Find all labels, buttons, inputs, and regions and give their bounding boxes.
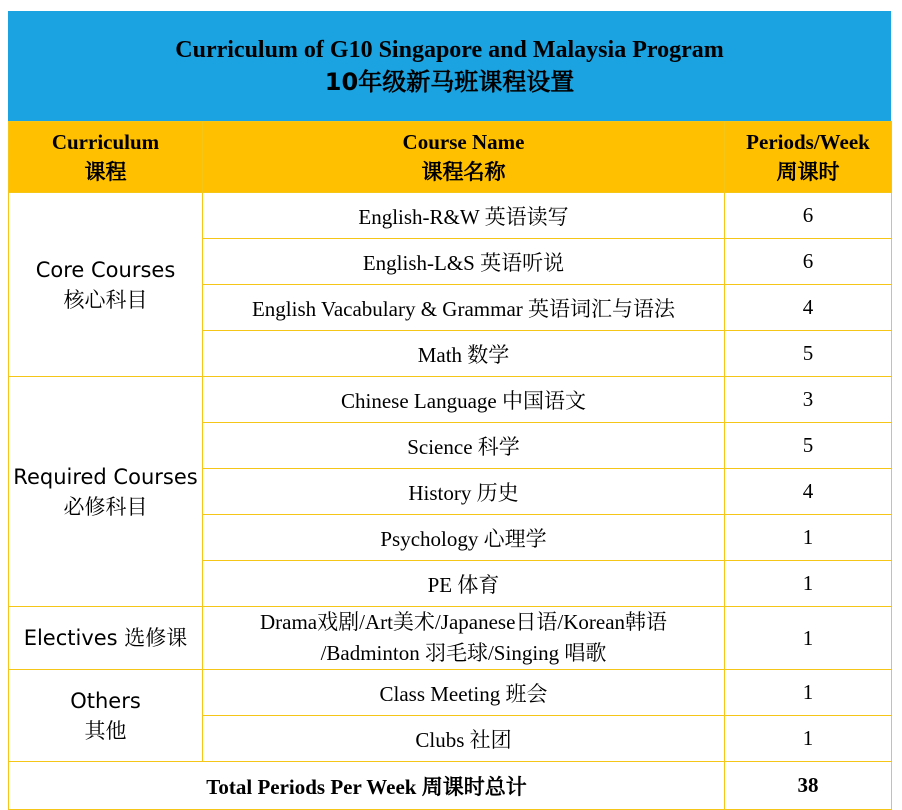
category-required [9, 377, 203, 607]
course-name: Class Meeting 班会 [203, 670, 725, 716]
course-name: Chinese Language 中国语文 [203, 377, 725, 423]
table-row [9, 377, 892, 423]
total-label: Total Periods Per Week 周课时总计 [9, 762, 725, 810]
course-name [203, 607, 725, 670]
curriculum-document [8, 11, 891, 810]
category-label-zh: 核心科目 [63, 287, 148, 312]
periods-value: 5 [725, 331, 892, 377]
category-label-en: Core Courses [35, 257, 176, 282]
course-name: English Vacabulary & Grammar 英语词汇与语法 [203, 285, 725, 331]
course-name: English-R&W 英语读写 [203, 193, 725, 239]
course-name-line2: /Badminton 羽毛球/Singing 唱歌 [320, 641, 607, 665]
curriculum-table [8, 121, 892, 810]
periods-value: 1 [725, 670, 892, 716]
category-others [9, 670, 203, 762]
category-core [9, 193, 203, 377]
header-course-en: Course Name [402, 130, 525, 154]
category-label-zh: 必修科目 [63, 494, 148, 519]
category-label-zh: 其他 [84, 718, 127, 743]
course-name: Science 科学 [203, 423, 725, 469]
header-curriculum-zh: 课程 [84, 160, 127, 184]
header-curriculum-en: Curriculum [51, 130, 160, 154]
course-name: Clubs 社团 [203, 716, 725, 762]
total-value: 38 [725, 762, 892, 810]
periods-value: 6 [725, 239, 892, 285]
header-course-zh: 课程名称 [421, 160, 506, 184]
periods-value: 3 [725, 377, 892, 423]
category-label-en: Others [70, 688, 141, 713]
header-periods [725, 122, 892, 193]
category-label-en: Required Courses [13, 464, 198, 489]
header-curriculum [9, 122, 203, 193]
total-row [9, 762, 892, 810]
periods-value: 4 [725, 285, 892, 331]
course-name: Psychology 心理学 [203, 515, 725, 561]
title-chinese: 10年级新马班课程设置 [324, 68, 575, 96]
periods-value: 5 [725, 423, 892, 469]
periods-value: 6 [725, 193, 892, 239]
course-name: Math 数学 [203, 331, 725, 377]
periods-value: 4 [725, 469, 892, 515]
header-row [9, 122, 892, 193]
table-row [9, 607, 892, 670]
course-name: PE 体育 [203, 561, 725, 607]
table-row [9, 670, 892, 716]
header-periods-zh: 周课时 [776, 160, 840, 184]
course-name: History 历史 [203, 469, 725, 515]
title-band [8, 11, 891, 121]
header-course-name [203, 122, 725, 193]
periods-value: 1 [725, 561, 892, 607]
table-row [9, 193, 892, 239]
periods-value: 1 [725, 515, 892, 561]
periods-value: 1 [725, 716, 892, 762]
periods-value: 1 [725, 607, 892, 670]
category-electives: Electives 选修课 [9, 607, 203, 670]
course-name-line1: Drama戏剧/Art美术/Japanese日语/Korean韩语 [259, 610, 668, 634]
title-english: Curriculum of G10 Singapore and Malaysia Program [175, 37, 724, 63]
header-periods-en: Periods/Week [746, 130, 870, 154]
course-name: English-L&S 英语听说 [203, 239, 725, 285]
